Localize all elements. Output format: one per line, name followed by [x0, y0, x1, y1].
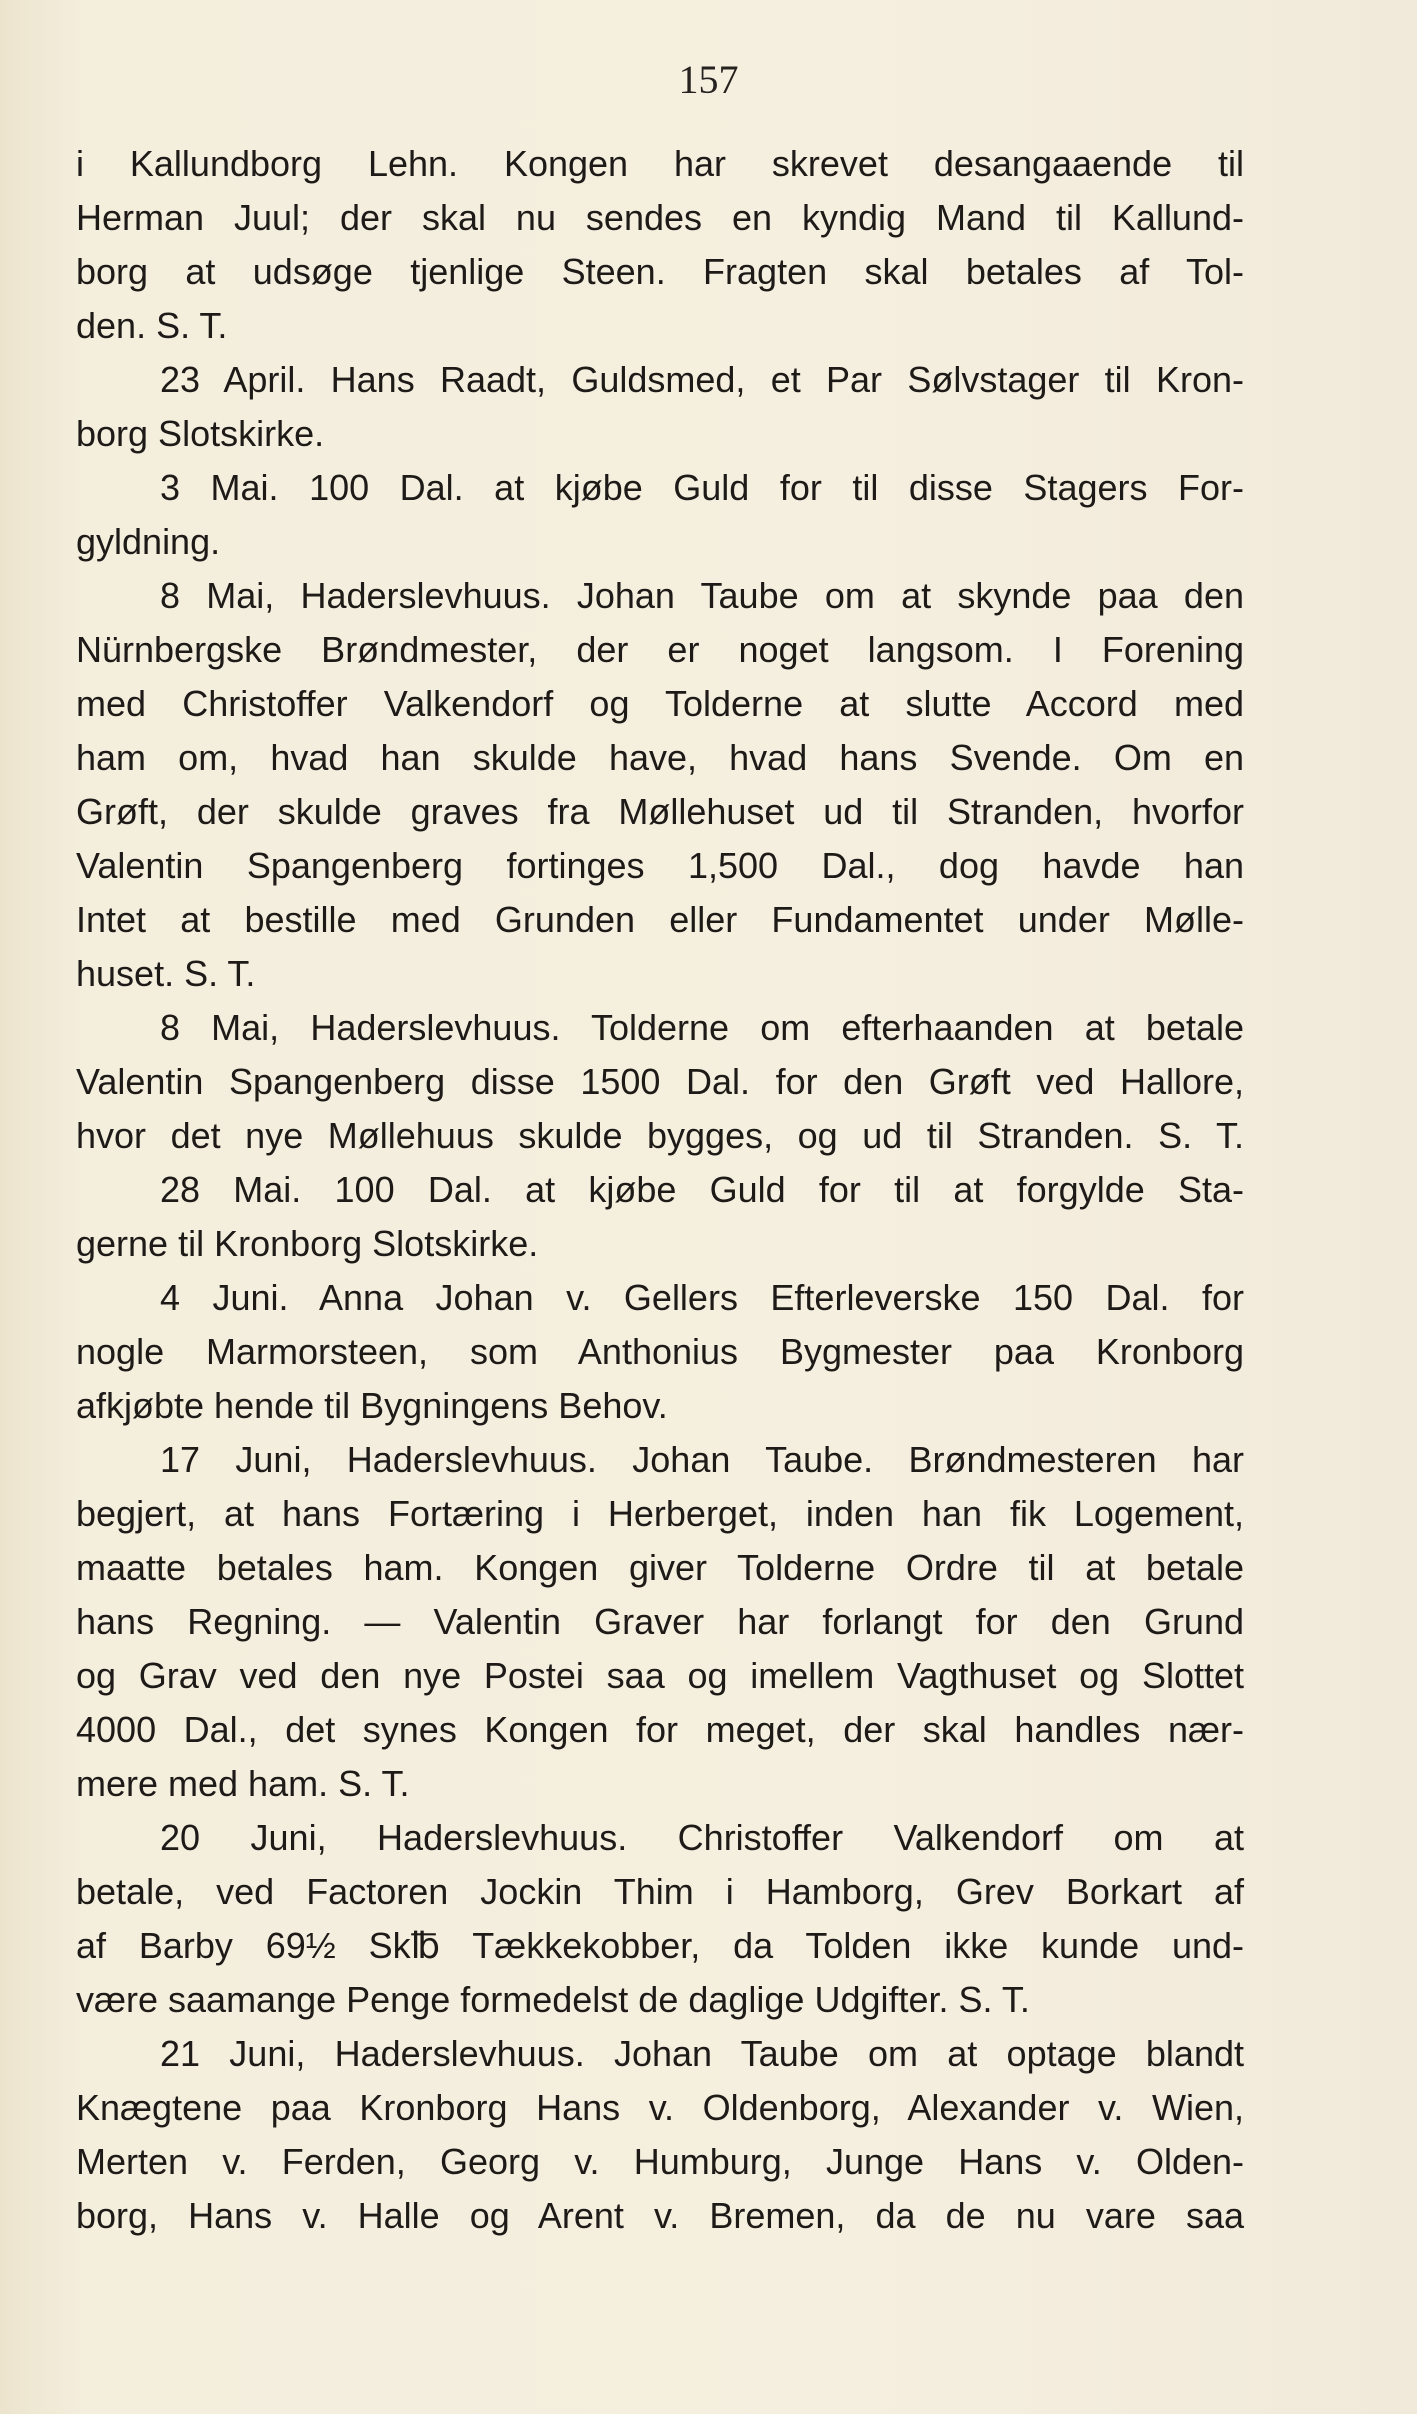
text-line: af Barby 69½ Sk℔ Tækkekobber, da Tolden ikke kunde und- [76, 1925, 1244, 1966]
text-line: Grøft, der skulde graves fra Møllehuset ud til Stranden, hvorfor [76, 791, 1244, 832]
text-line: Valentin Spangenberg disse 1500 Dal. for den Grøft ved Hallore, [76, 1061, 1244, 1102]
text-line: 4 Juni. Anna Johan v. Gellers Efterleverske 150 Dal. for [160, 1277, 1244, 1318]
text-line: 21 Juni, Haderslevhuus. Johan Taube om at optage blandt [160, 2033, 1244, 2074]
text-line: Merten v. Ferden, Georg v. Humburg, Junge Hans v. Olden- [76, 2141, 1244, 2182]
text-line: 3 Mai. 100 Dal. at kjøbe Guld for til disse Stagers For- [160, 467, 1244, 508]
text-line: Knægtene paa Kronborg Hans v. Oldenborg, Alexander v. Wien, [76, 2087, 1244, 2128]
text-line: Herman Juul; der skal nu sendes en kyndig Mand til Kallund- [76, 197, 1244, 238]
text-line: begjert, at hans Fortæring i Herberget, inden han fik Logement, [76, 1493, 1244, 1534]
text-line: i Kallundborg Lehn. Kongen har skrevet desangaaende til [76, 143, 1244, 184]
text-line: maatte betales ham. Kongen giver Tolderne Ordre til at betale [76, 1547, 1244, 1588]
text-line: Nürnbergske Brøndmester, der er noget langsom. I Forening [76, 629, 1244, 670]
text-line: og Grav ved den nye Postei saa og imellem Vagthuset og Slottet [76, 1655, 1244, 1696]
text-line: borg, Hans v. Halle og Arent v. Bremen, da de nu vare saa [76, 2195, 1244, 2236]
text-line: betale, ved Factoren Jockin Thim i Hamborg, Grev Borkart af [76, 1871, 1244, 1912]
text-line: Intet at bestille med Grunden eller Fundamentet under Mølle- [76, 899, 1244, 940]
text-line: 8 Mai, Haderslevhuus. Tolderne om efterhaanden at betale [160, 1007, 1244, 1048]
page-number: 157 [678, 57, 739, 102]
text-line: ham om, hvad han skulde have, hvad hans Svende. Om en [76, 737, 1244, 778]
text-line: 23 April. Hans Raadt, Guldsmed, et Par Sølvstager til Kron- [160, 359, 1244, 400]
text-line: huset. S. T. [76, 953, 256, 994]
body-text [76, 137, 1244, 2243]
text-line: den. S. T. [76, 305, 228, 346]
text-line: nogle Marmorsteen, som Anthonius Bygmester paa Kronborg [76, 1331, 1244, 1372]
text-line: 4000 Dal., det synes Kongen for meget, der skal handles nær- [76, 1709, 1244, 1750]
text-line: Valentin Spangenberg fortinges 1,500 Dal., dog havde han [76, 845, 1244, 886]
text-line: borg Slotskirke. [76, 413, 325, 454]
text-line: være saamange Penge formedelst de daglige Udgifter. S. T. [76, 1979, 1030, 2020]
text-line: hvor det nye Møllehuus skulde bygges, og ud til Stranden. S. T. [76, 1115, 1244, 1156]
text-line: med Christoffer Valkendorf og Tolderne at slutte Accord med [76, 683, 1244, 724]
text-line: gerne til Kronborg Slotskirke. [76, 1223, 539, 1264]
text-line: 20 Juni, Haderslevhuus. Christoffer Valkendorf om at [160, 1817, 1244, 1858]
text-line: mere med ham. S. T. [76, 1763, 410, 1804]
text-line: hans Regning. — Valentin Graver har forlangt for den Grund [76, 1601, 1244, 1642]
text-line: 17 Juni, Haderslevhuus. Johan Taube. Brøndmesteren har [160, 1439, 1244, 1480]
text-line: gyldning. [76, 521, 221, 562]
text-line: 8 Mai, Haderslevhuus. Johan Taube om at skynde paa den [160, 575, 1244, 616]
text-line: afkjøbte hende til Bygningens Behov. [76, 1385, 668, 1426]
text-line: borg at udsøge tjenlige Steen. Fragten skal betales af Tol- [76, 251, 1244, 292]
text-line: 28 Mai. 100 Dal. at kjøbe Guld for til at forgylde Sta- [160, 1169, 1244, 1210]
